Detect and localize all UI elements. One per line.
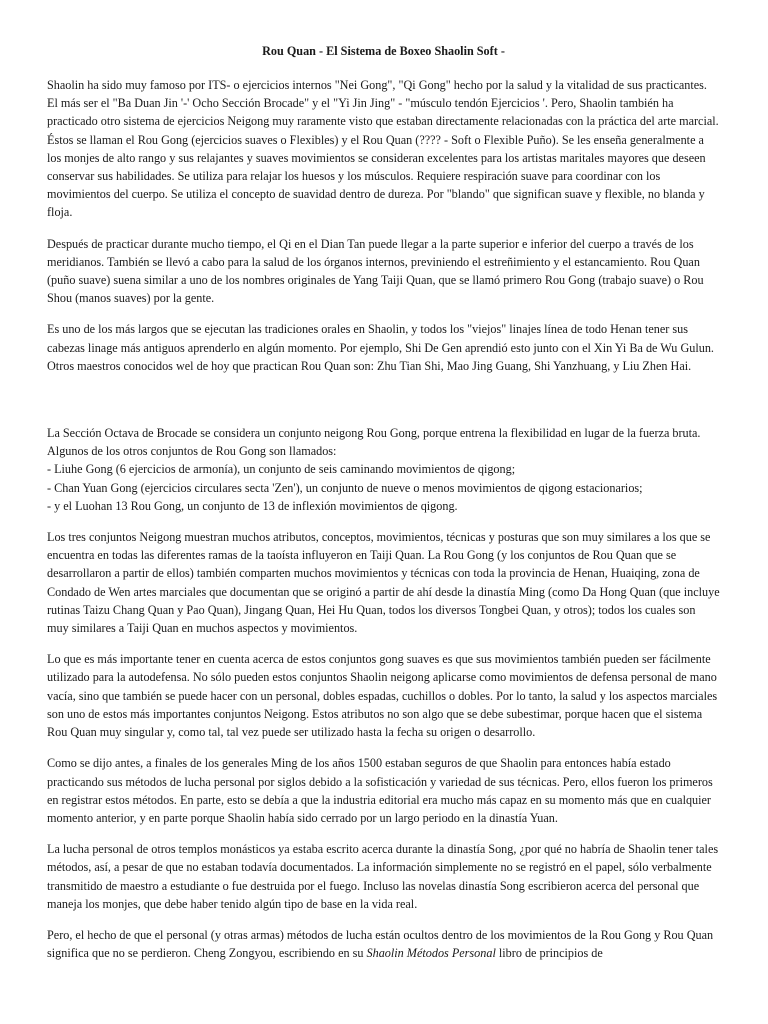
paragraph-4-intro: La Sección Octava de Brocade se considera un conjunto neigong Rou Gong, porque entrena la flexibilidad en lugar de la fuerza bruta. Algunos de los otros conjuntos de Rou Gong son llamados:	[47, 426, 701, 459]
list-item-luohan-rou-gong: - y el Luohan 13 Rou Gong, un conjunto de 13 de inflexión movimientos de qigong.	[47, 498, 458, 513]
document-title: Rou Quan - El Sistema de Boxeo Shaolin Soft -	[262, 44, 505, 58]
list-item-chan-yuan-gong: - Chan Yuan Gong (ejercicios circulares secta 'Zen'), un conjunto de nueve o menos movimientos de qigong estacionarios;	[47, 480, 643, 495]
paragraph-4	[47, 424, 720, 515]
paragraph-5: Los tres conjuntos Neigong muestran muchos atributos, conceptos, movimientos, técnicas y posturas que son muy similares a los que se encuentra en todas las diferentes ramas de la taoísta influyeron en Taiji Quan. La Rou Gong (y los conjuntos de Rou Quan que se desarrollaron a partir de ellos) también comparten muchos movimientos y técnicas con toda la provincia de Henan, Huaiqing, zona de Condado de Wen artes marciales que documentan que se originó a partir de ahí desde la dinastía Ming (como Da Hong Quan (que incluye rutinas Taizu Chang Quan y Pao Quan), Jingang Quan, Hei Hu Quan, todos los diversos Tongbei Quan, y otros); todos los cuales son muy similares a Taiji Quan en muchos aspectos y movimientos.	[47, 530, 720, 636]
blank-gap	[47, 388, 720, 424]
paragraph-9-start: Pero, el hecho de que el personal (y otras armas) métodos de lucha están ocultos dentro de los movimientos de la Rou Gong y Rou Quan significa que no se perdieron. Cheng Zongyou, escribiendo en su	[47, 927, 714, 961]
paragraph-2: Después de practicar durante mucho tiempo, el Qi en el Dian Tan puede llegar a la parte superior e inferior del cuerpo a través de los meridianos. También se llevó a cabo para la salud de los órganos internos, previniendo el estreñimiento y el estancamiento. Rou Quan (puño suave) suena similar a uno de los nombres originales de Yang Taiji Quan, que se llamó primero Rou Gong (trabajo suave) o Rou Shou (manos suaves) por la gente.	[47, 236, 704, 306]
book-title: Shaolin Métodos Personal	[366, 946, 496, 961]
paragraph-9	[47, 926, 720, 962]
paragraph-3: Es uno de los más largos que se ejecutan las tradiciones orales en Shaolin, y todos los "viejos" linajes línea de todo Henan tener sus cabezas linage más antiguos aprenderlo en algún momento. Por ejemplo, Shi De Gen aprendió esto junto con el Xin Yi Ba de Wu Gulun. Otros maestros conocidos wel de hoy que practican Rou Quan son: Zhu Tian Shi, Mao Jing Guang, Shi Yanzhuang, y Liu Zhen Hai.	[47, 322, 714, 373]
paragraph-1: Shaolin ha sido muy famoso por ITS- o ejercicios internos "Nei Gong", "Qi Gong" hecho por la salud y la vitalidad de sus practicantes. El más ser el "Ba Duan Jin '-' Ocho Sección Brocade" y el "Yi Jin Jing" - "músculo tendón Ejercicios '. Pero, Shaolin también ha practicado otro sistema de ejercicios Neigong muy raramente visto que estaban directamente relacionadas con la práctica del arte marcial. Éstos se llaman el Rou Gong (ejercicios suaves o Flexibles) y el Rou Quan (???? - Soft o Flexible Puño). Se les enseña generalmente a los monjes de alto rango y sus relajantes y suaves movimientos se consideran excelentes para los artistas maritales mayores que deseen conservar sus habilidades. Se utiliza para relajar los huesos y los músculos. Requiere respiración suave para coordinar con los movimientos del cuerpo. Se utiliza el concepto de suavidad dentro de dureza. Por "blando" que significan suave y flexible, no blanda y floja.	[47, 78, 719, 220]
paragraph-9-end: libro de principios de	[495, 946, 603, 961]
paragraph-8: La lucha personal de otros templos monásticos ya estaba escrito acerca durante la dinastía Song, ¿por qué no habría de Shaolin tener tales métodos, así, a pesar de que no estaban todavía documentados. La información simplemente no se registró en el papel, sólo verbalmente transmitido de maestro a estudiante o fue destruida por el fuego. Incluso las novelas dinastía Song escribieron acerca del personal que maneja los monjes, que debe haber tenido algún tipo de base en la vida real.	[47, 842, 719, 911]
paragraph-6: Lo que es más importante tener en cuenta acerca de estos conjuntos gong suaves es que sus movimientos también pueden ser fácilmente utilizado para la autodefensa. No sólo pueden estos conjuntos Shaolin neigong aplicarse como movimientos de defensa personal de mano vacía, sino que también se puede hacer con un personal, dobles espadas, cuchillos o dobles. Por lo tanto, la salud y los aspectos marciales son uno de estos más importantes conjuntos Neigong. Estos atributos no son algo que se debe subestimar, porque hacen que el sistema Rou Quan muy singular y, como tal, tal vez puede ser utilizado hasta la fecha su origen o desarrollo.	[47, 652, 718, 740]
list-item-liuhe-gong: - Liuhe Gong (6 ejercicios de armonía), un conjunto de seis caminando movimientos de qigong;	[47, 462, 516, 477]
paragraph-7: Como se dijo antes, a finales de los generales Ming de los años 1500 estaban seguros de que Shaolin para entonces había estado practicando sus métodos de lucha personal por siglos debido a la sofisticación y variedad de sus técnicas. Pero, ellos fueron los primeros en registrar estos métodos. En parte, esto se debía a que la industria editorial era mucho más capaz en su momento más que en cualquier momento anterior, y en parte porque Shaolin había sido cerrado por un largo periodo en la dinastía Yuan.	[47, 756, 713, 825]
